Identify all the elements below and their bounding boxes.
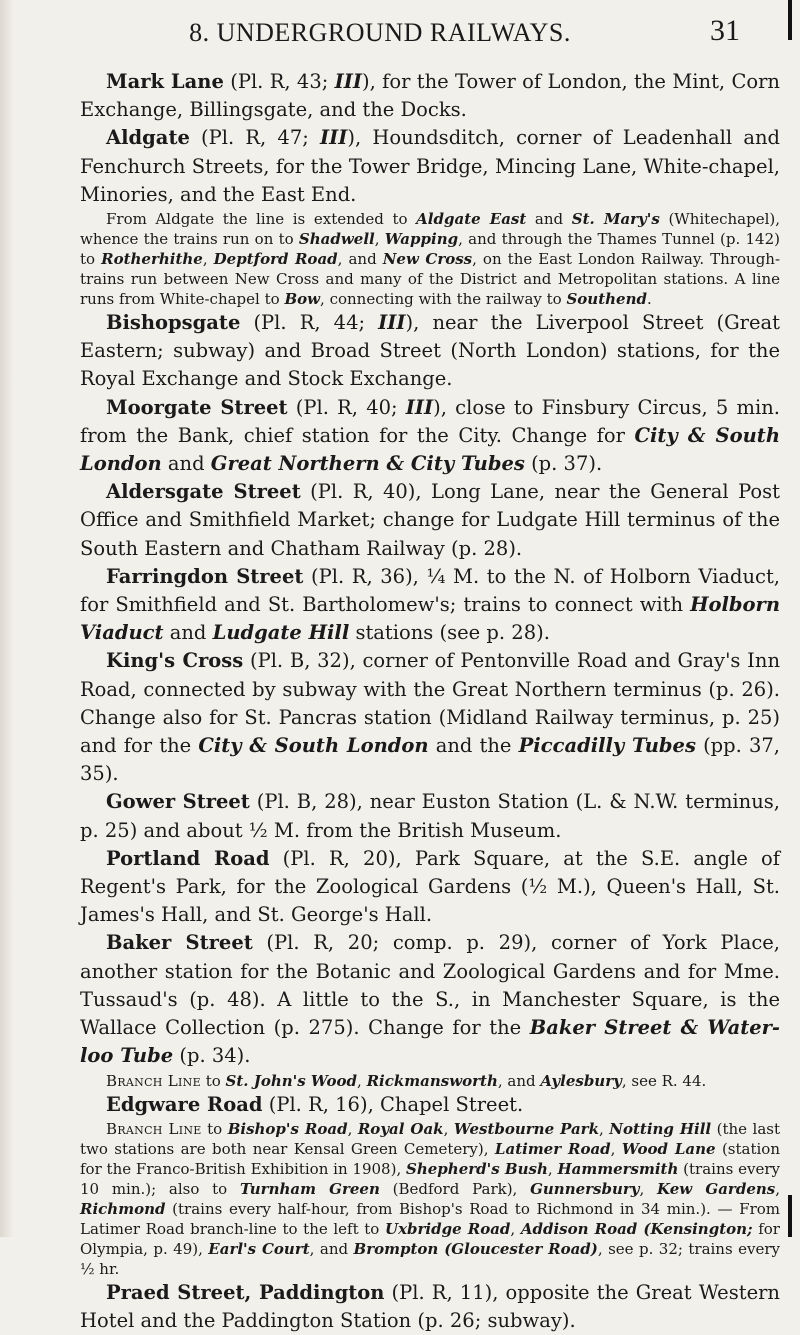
entry-portland-road: Portland Road (Pl. R, 20), Park Square, at the S.E. angle of Regent's Park, for the Zoological Gardens (½ M.), Queen's Hall, St. James's Hall, and St. George's Hall. <box>80 846 780 927</box>
station-name: Aldgate <box>106 126 190 150</box>
entry-baker-street: Baker Street (Pl. R, 20; comp. p. 29), corner of York Place, another station for the Botanic and Zoological Gardens and for Mme. Tussaud's (p. 48). A little to the S., in Manchester Square, is the Wallace Collection (p. 275). Change for the Baker Street & Water-loo Tube (p. 34). <box>80 931 780 1068</box>
station-name: Moorgate Street <box>106 395 288 419</box>
page-edge-mark-bottom <box>788 1195 792 1237</box>
station-name: Baker Street <box>106 931 253 955</box>
entry-aldgate: Aldgate (Pl. R, 47; III), Houndsditch, corner of Leadenhall and Fenchurch Streets, for the Tower Bridge, Mincing Lane, White-chapel, Minories, and the East End. <box>80 126 780 206</box>
station-name: Bishopsgate <box>106 311 241 335</box>
note-baker-branch: Branch Line to St. John's Wood, Rickmansworth, and Aylesbury, see R. 44. <box>106 1071 707 1090</box>
running-head: 8. UNDERGROUND RAILWAYS. <box>189 18 571 47</box>
note-aldgate-extension: From Aldgate the line is extended to Aldgate East and St. Mary's (Whitechapel), whence the trains run on to Shadwell, Wapping, and through the Thames Tunnel (p. 142) to Rotherhithe, Deptford Road, and New Cross, on the East London Railway. Through-trains run between New Cross and many of the District and Metropolitan stations. A line runs from White-chapel to Bow, connecting with the railway to Southend. <box>80 210 781 309</box>
entry-bishopsgate: Bishopsgate (Pl. R, 44; III), near the Liverpool Street (Great Eastern; subway) and Broad Street (North London) stations, for the Royal Exchange and Stock Exchange. <box>80 311 781 391</box>
page-header <box>80 14 740 54</box>
entry-gower-street: Gower Street (Pl. B, 28), near Euston Station (L. & N.W. terminus, p. 25) and about ½ M. from the British Museum. <box>80 790 780 842</box>
entry-farringdon: Farringdon Street (Pl. R, 36), ¼ M. to the N. of Holborn Viaduct, for Smithfield and St. Bartholomew's; trains to connect with Holborn Viaduct and Ludgate Hill stations (see p. 28). <box>80 564 780 645</box>
entry-kings-cross: King's Cross (Pl. B, 32), corner of Pentonville Road and Gray's Inn Road, connected by subway with the Great Northern terminus (p. 26). Change also for St. Pancras station (Midland Railway terminus, p. 25) and for the City & South London and the Piccadilly Tubes (pp. 37, 35). <box>80 649 781 786</box>
entry-aldersgate: Aldersgate Street (Pl. R, 40), Long Lane, near the General Post Office and Smithfield Market; change for Ludgate Hill terminus of the South Eastern and Chatham Railway (p. 28). <box>80 480 780 560</box>
station-name: Aldersgate Street <box>106 480 301 504</box>
entry-praed-street: Praed Street, Paddington (Pl. R, 11), opposite the Great Western Hotel and the Paddington Station (p. 26; subway). <box>80 1280 780 1332</box>
page-fold-shadow <box>0 0 14 1237</box>
page-body <box>80 68 780 1335</box>
station-name: King's Cross <box>106 649 244 673</box>
entry-moorgate: Moorgate Street (Pl. R, 40; III), close to Finsbury Circus, 5 min. from the Bank, chief station for the City. Change for City & South London and Great Northern & City Tubes (p. 37). <box>80 395 780 476</box>
page-number: 31 <box>710 14 740 47</box>
entry-edgware-road: Edgware Road (Pl. R, 16), Chapel Street. <box>106 1092 524 1116</box>
entry-mark-lane: Mark Lane (Pl. R, 43; III), for the Tower of London, the Mint, Corn Exchange, Billingsgate, and the Docks. <box>80 70 780 122</box>
page-edge-mark-top <box>788 0 792 40</box>
station-name: Edgware Road <box>106 1092 263 1116</box>
station-name: Farringdon Street <box>106 564 304 588</box>
note-edgware-branch: Branch Line to Bishop's Road, Royal Oak, Westbourne Park, Notting Hill (the last two stations are both near Kensal Green Cemetery), Latimer Road, Wood Lane (station for the Franco-British Exhibition in 1908), Shepherd's Bush, Hammersmith (trains every 10 min.); also to Turnham Green (Bedford Park), Gunnersbury, Kew Gardens, Richmond (trains every half-hour, from Bishop's Road to Richmond in 34 min.). — From Latimer Road branch-line to the left to Uxbridge Road, Addison Road (Kensington; for Olympia, p. 49), Earl's Court, and Brompton (Gloucester Road), see p. 32; trains every ½ hr. <box>80 1119 781 1278</box>
station-name: Mark Lane <box>106 70 224 93</box>
station-name: Gower Street <box>106 790 250 814</box>
station-name: Praed Street, Paddington <box>106 1280 385 1304</box>
station-name: Portland Road <box>106 846 270 870</box>
